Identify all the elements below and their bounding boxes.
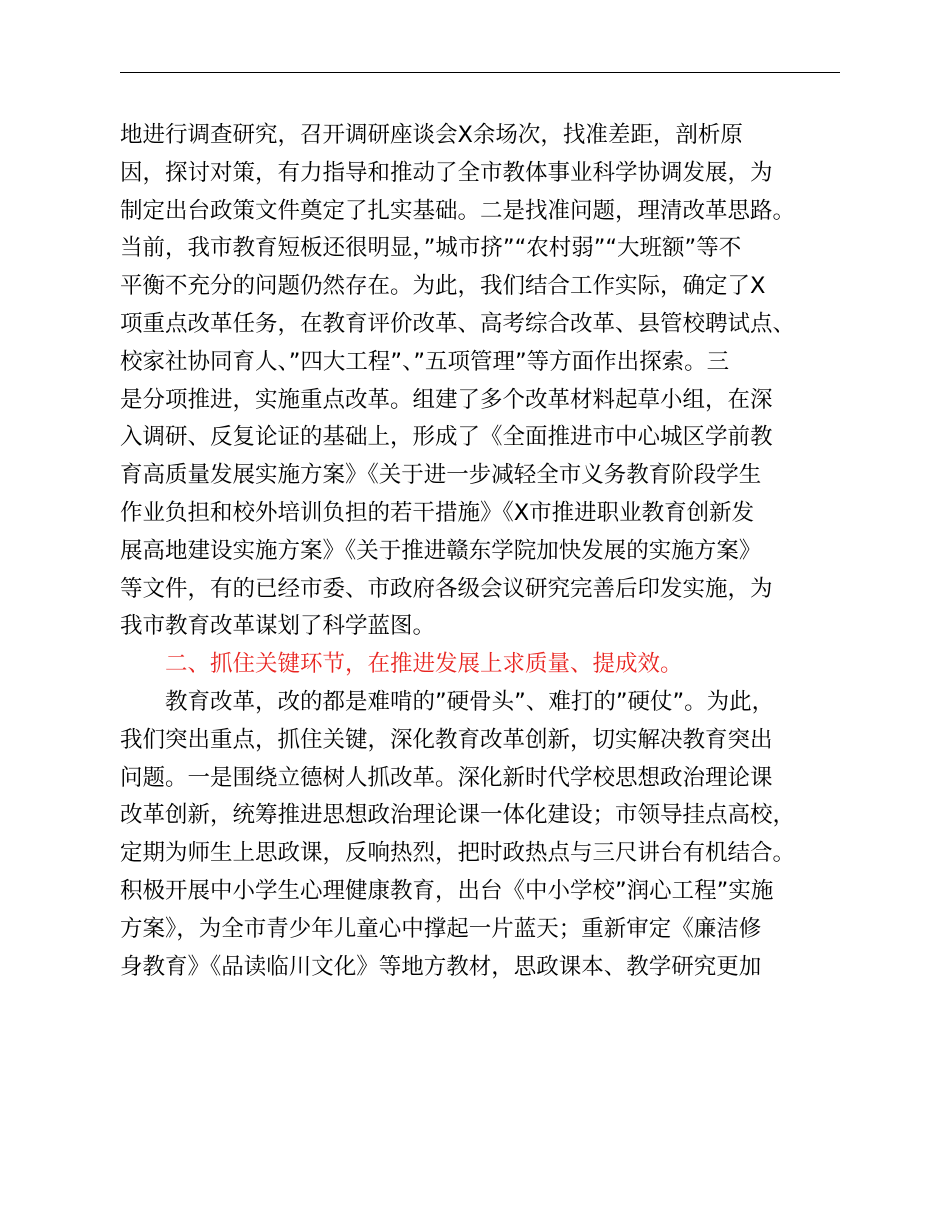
body-line: 等文件，有的已经市委、市政府各级会议研究完善后印发实施，为 (120, 575, 773, 602)
document-body (120, 117, 840, 986)
body-line: 因，探讨对策，有力指导和推动了全市教体事业科学协调发展，为 (120, 159, 773, 186)
body-line: 积极开展中小学生心理健康教育，出台《中小学校”润心工程”实施 (120, 877, 774, 904)
body-line: 入调研、反复论证的基础上，形成了《全面推进市中心城区学前教 (120, 424, 773, 451)
body-line: 是分项推进，实施重点改革。组建了多个改革材料起草小组，在深 (120, 386, 773, 413)
body-line: 方案》，为全市青少年儿童心中撑起一片蓝天；重新审定《廉洁修 (120, 915, 762, 942)
body-line: 育高质量发展实施方案》《关于进一步减轻全市义务教育阶段学生 (120, 462, 762, 489)
body-line: 改革创新，统筹推进思想政治理论课一体化建设；市领导挂点高校， (120, 802, 796, 829)
section-heading: 二、抓住关键环节，在推进发展上求质量、提成效。 (165, 651, 683, 678)
body-line: 制定出台政策文件奠定了扎实基础。二是找准问题，理清改革思路。 (120, 197, 796, 224)
body-line: 定期为师生上思政课，反响热烈，把时政热点与三尺讲台有机结合。 (120, 840, 796, 867)
body-line: 问题。一是围绕立德树人抓改革。深化新时代学校思想政治理论课 (120, 764, 773, 791)
body-line: 作业负担和校外培训负担的若干措施》《X市推进职业教育创新发 (120, 499, 755, 526)
body-line: 身教育》《品读临川文化》等地方教材，思政课本、教学研究更加 (120, 953, 762, 980)
paragraph-first-line: 教育改革，改的都是难啃的”硬骨头”、难打的”硬仗”。为此， (165, 688, 775, 715)
body-line: 展高地建设实施方案》《关于推进赣东学院加快发展的实施方案》 (120, 537, 762, 564)
header-rule (120, 72, 840, 73)
body-line: 我市教育改革谋划了科学蓝图。 (120, 613, 436, 640)
body-line: 我们突出重点，抓住关键，深化教育改革创新，切实解决教育突出 (120, 726, 773, 753)
body-line: 校家社协同育人、”四大工程”、”五项管理”等方面作出探索。三 (120, 348, 730, 375)
body-line: 地进行调查研究，召开调研座谈会X余场次，找准差距，剖析原 (120, 122, 743, 148)
body-line: 平衡不充分的问题仍然存在。为此，我们结合工作实际，确定了X (120, 273, 766, 300)
body-line: 当前，我市教育短板还很明显，”城市挤”“农村弱”“大班额”等不 (120, 235, 742, 262)
body-line: 项重点改革任务，在教育评价改革、高考综合改革、县管校聘试点、 (120, 310, 796, 337)
